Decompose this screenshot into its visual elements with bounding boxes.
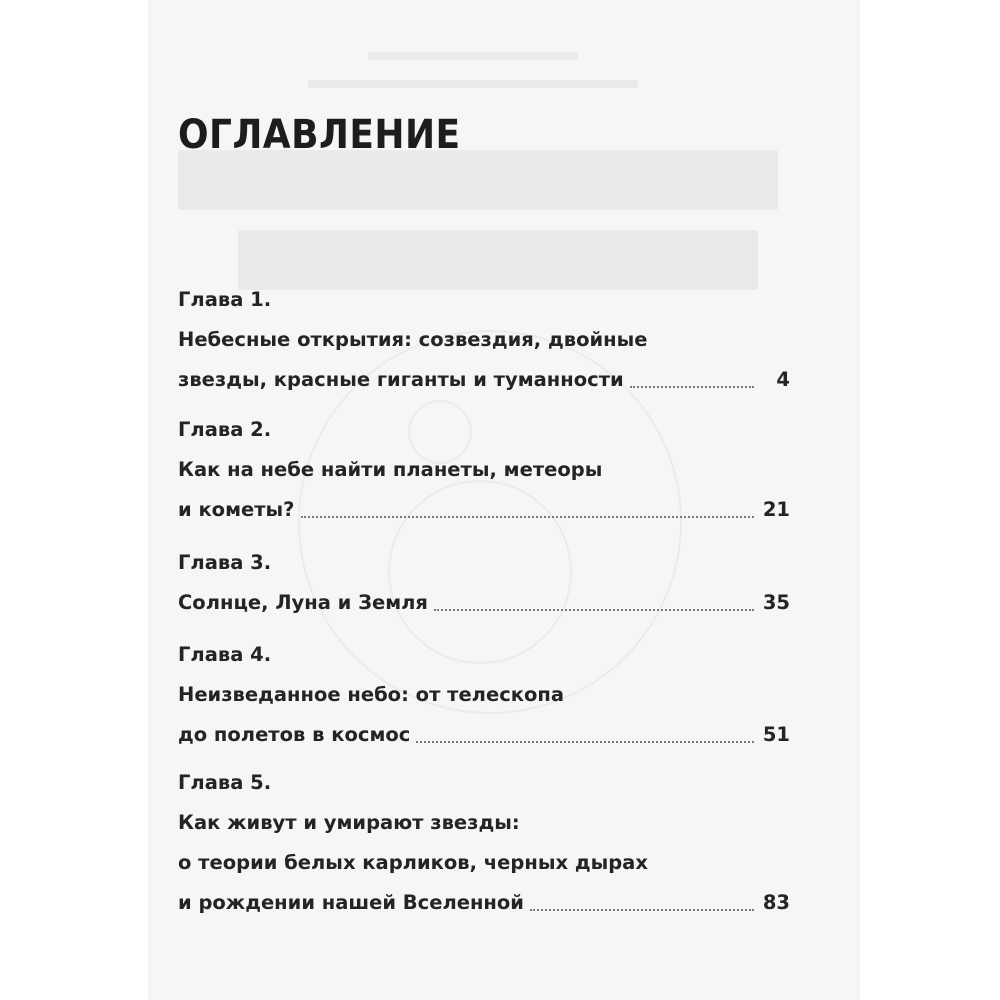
chapter-label: Глава 2. — [178, 418, 272, 441]
page-number[interactable]: 21 — [762, 498, 790, 521]
chapter-final-line — [178, 365, 790, 395]
dotted-leader — [434, 609, 754, 611]
chapter-final-line — [178, 888, 790, 918]
dotted-leader — [301, 516, 755, 518]
page-number[interactable]: 4 — [776, 368, 790, 391]
page-title: ОГЛАВЛЕНИЕ — [178, 112, 461, 158]
chapter-label: Глава 4. — [178, 643, 272, 666]
chapter-title-line: Солнце, Луна и Земля — [178, 591, 428, 614]
table-of-contents — [148, 0, 860, 1000]
page-number[interactable]: 51 — [762, 723, 790, 746]
chapter-title-line: Неизведанное небо: от телескопа — [178, 683, 565, 706]
chapter-title-line: и кометы? — [178, 498, 295, 521]
chapter-final-line — [178, 720, 790, 750]
chapter-final-line — [178, 588, 790, 618]
chapter-title-line: Как живут и умирают звезды: — [178, 811, 520, 834]
chapter-title-line: Как на небе найти планеты, метеоры — [178, 458, 603, 481]
chapter-title-line: и рождении нашей Вселенной — [178, 891, 524, 914]
page-number[interactable]: 35 — [762, 591, 790, 614]
chapter-final-line — [178, 495, 790, 525]
page-number[interactable]: 83 — [762, 891, 790, 914]
chapter-title-line: звезды, красные гиганты и туманности — [178, 368, 624, 391]
chapter-label: Глава 5. — [178, 771, 272, 794]
dotted-leader — [630, 386, 754, 388]
chapter-title-line: о теории белых карликов, черных дырах — [178, 851, 648, 874]
chapter-label: Глава 1. — [178, 288, 272, 311]
chapter-title-line: Небесные открытия: созвездия, двойные — [178, 328, 648, 351]
book-page — [148, 0, 860, 1000]
dotted-leader — [416, 741, 754, 743]
chapter-title-line: до полетов в космос — [178, 723, 411, 746]
chapter-label: Глава 3. — [178, 551, 272, 574]
dotted-leader — [530, 909, 754, 911]
